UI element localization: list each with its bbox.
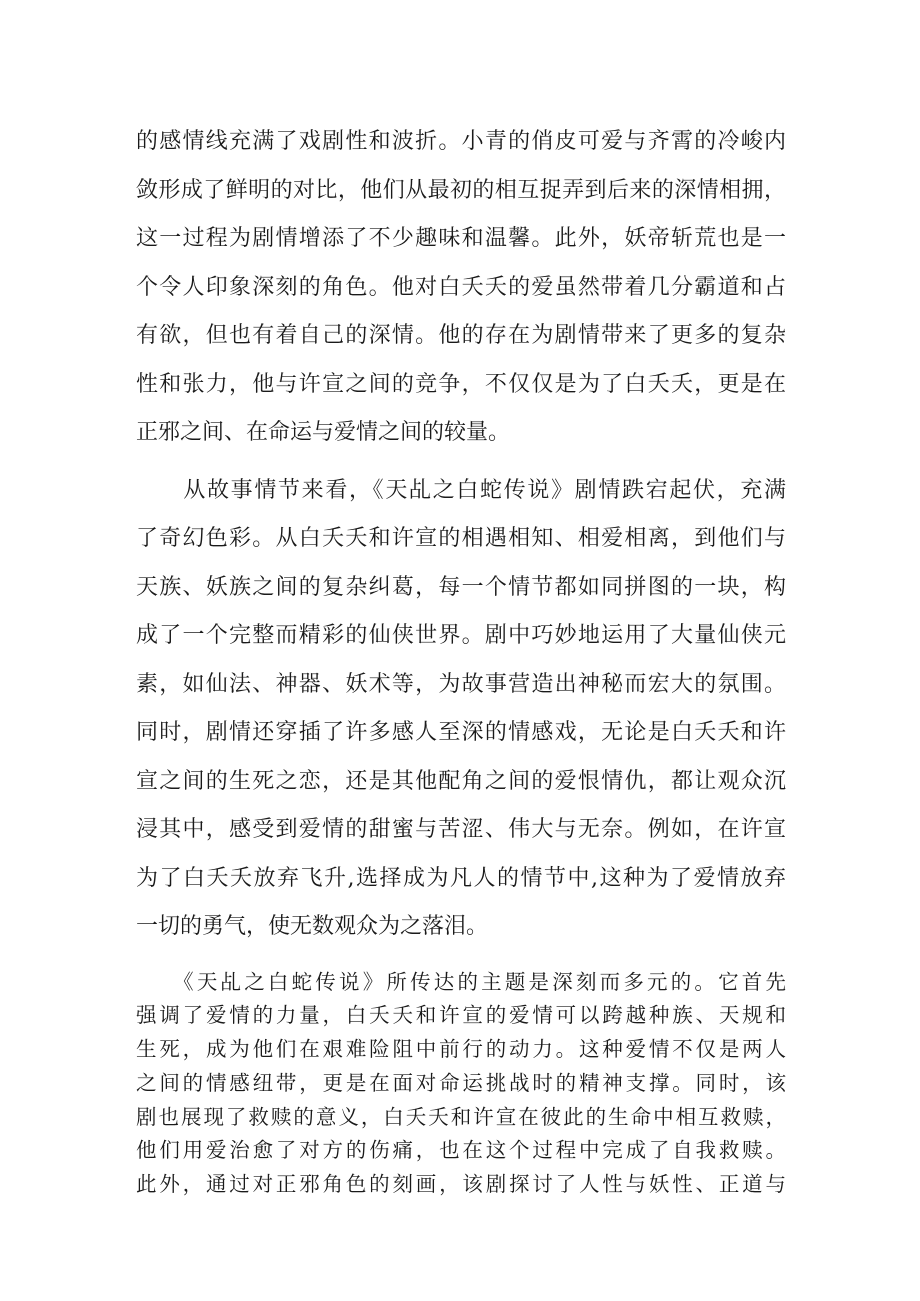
text-line: 天族、妖族之间的复杂纠葛，每一个情节都如同拼图的一块，构 [136,574,786,600]
text-line: 他们用爱治愈了对方的伤痛，也在这个过程中完成了自我救赎。 [136,1138,786,1163]
paragraph-2 [136,467,786,952]
text-line: 为了白夭夭放弃飞升,选择成为凡人的情节中,这种为了爱情放弃 [136,865,786,891]
text-line: 生死，成为他们在艰难险阻中前行的动力。这种爱情不仅是两人 [136,1037,786,1062]
text-line: 此外，通过对正邪角色的刻画，该剧探讨了人性与妖性、正道与 [136,1172,786,1197]
text-line: 了奇幻色彩。从白夭夭和许宣的相遇相知、相爱相离，到他们与 [136,526,786,551]
paragraph-1 [136,118,786,458]
text-line: 一切的勇气，使无数观众为之落泪。 [136,914,489,939]
document-body [136,118,786,1202]
text-line: 浸其中，感受到爱情的甜蜜与苦涩、伟大与无奈。例如，在许宣 [136,817,786,842]
text-line: 同时，剧情还穿插了许多感人至深的情感戏，无论是白夭夭和许 [136,720,786,745]
text-line: 个令人印象深刻的角色。他对白夭夭的爱虽然带着几分霸道和占 [136,274,786,300]
text-line: 强调了爱情的力量，白夭夭和许宣的爱情可以跨越种族、天规和 [136,1003,786,1028]
text-line: 的感情线充满了戏剧性和波折。小青的俏皮可爱与齐霄的冷峻内 [136,129,786,154]
text-line: 性和张力，他与许宣之间的竞争，不仅仅是为了白夭夭，更是在 [136,371,786,397]
text-line: 宣之间的生死之恋，还是其他配角之间的爱恨情仇，都让观众沉 [136,768,786,794]
text-line: 这一过程为剧情增添了不少趣味和温馨。此外，妖帝斩荒也是一 [136,226,786,251]
text-line: 之间的情感纽带，更是在面对命运挑战时的精神支撑。同时，该 [136,1070,786,1095]
text-line: 有欲，但也有着自己的深情。他的存在为剧情带来了更多的复杂 [136,323,786,348]
text-line: 剧也展现了救赎的意义，白夭夭和许宣在彼此的生命中相互救赎， [136,1104,786,1129]
text-line: 敛形成了鲜明的对比，他们从最初的相互捉弄到后来的深情相拥， [136,177,786,203]
text-line: 从故事情节来看，《天乩之白蛇传说》剧情跌宕起伏，充满 [136,477,786,503]
text-line: 成了一个完整而精彩的仙侠世界。剧中巧妙地运用了大量仙侠元 [136,623,786,648]
text-line: 正邪之间、在命运与爱情之间的较量。 [136,420,511,445]
paragraph-3 [136,966,786,1203]
text-line: 素，如仙法、神器、妖术等，为故事营造出神秘而宏大的氛围。 [136,671,786,697]
text-line: 《天乩之白蛇传说》所传达的主题是深刻而多元的。它首先 [136,969,786,994]
